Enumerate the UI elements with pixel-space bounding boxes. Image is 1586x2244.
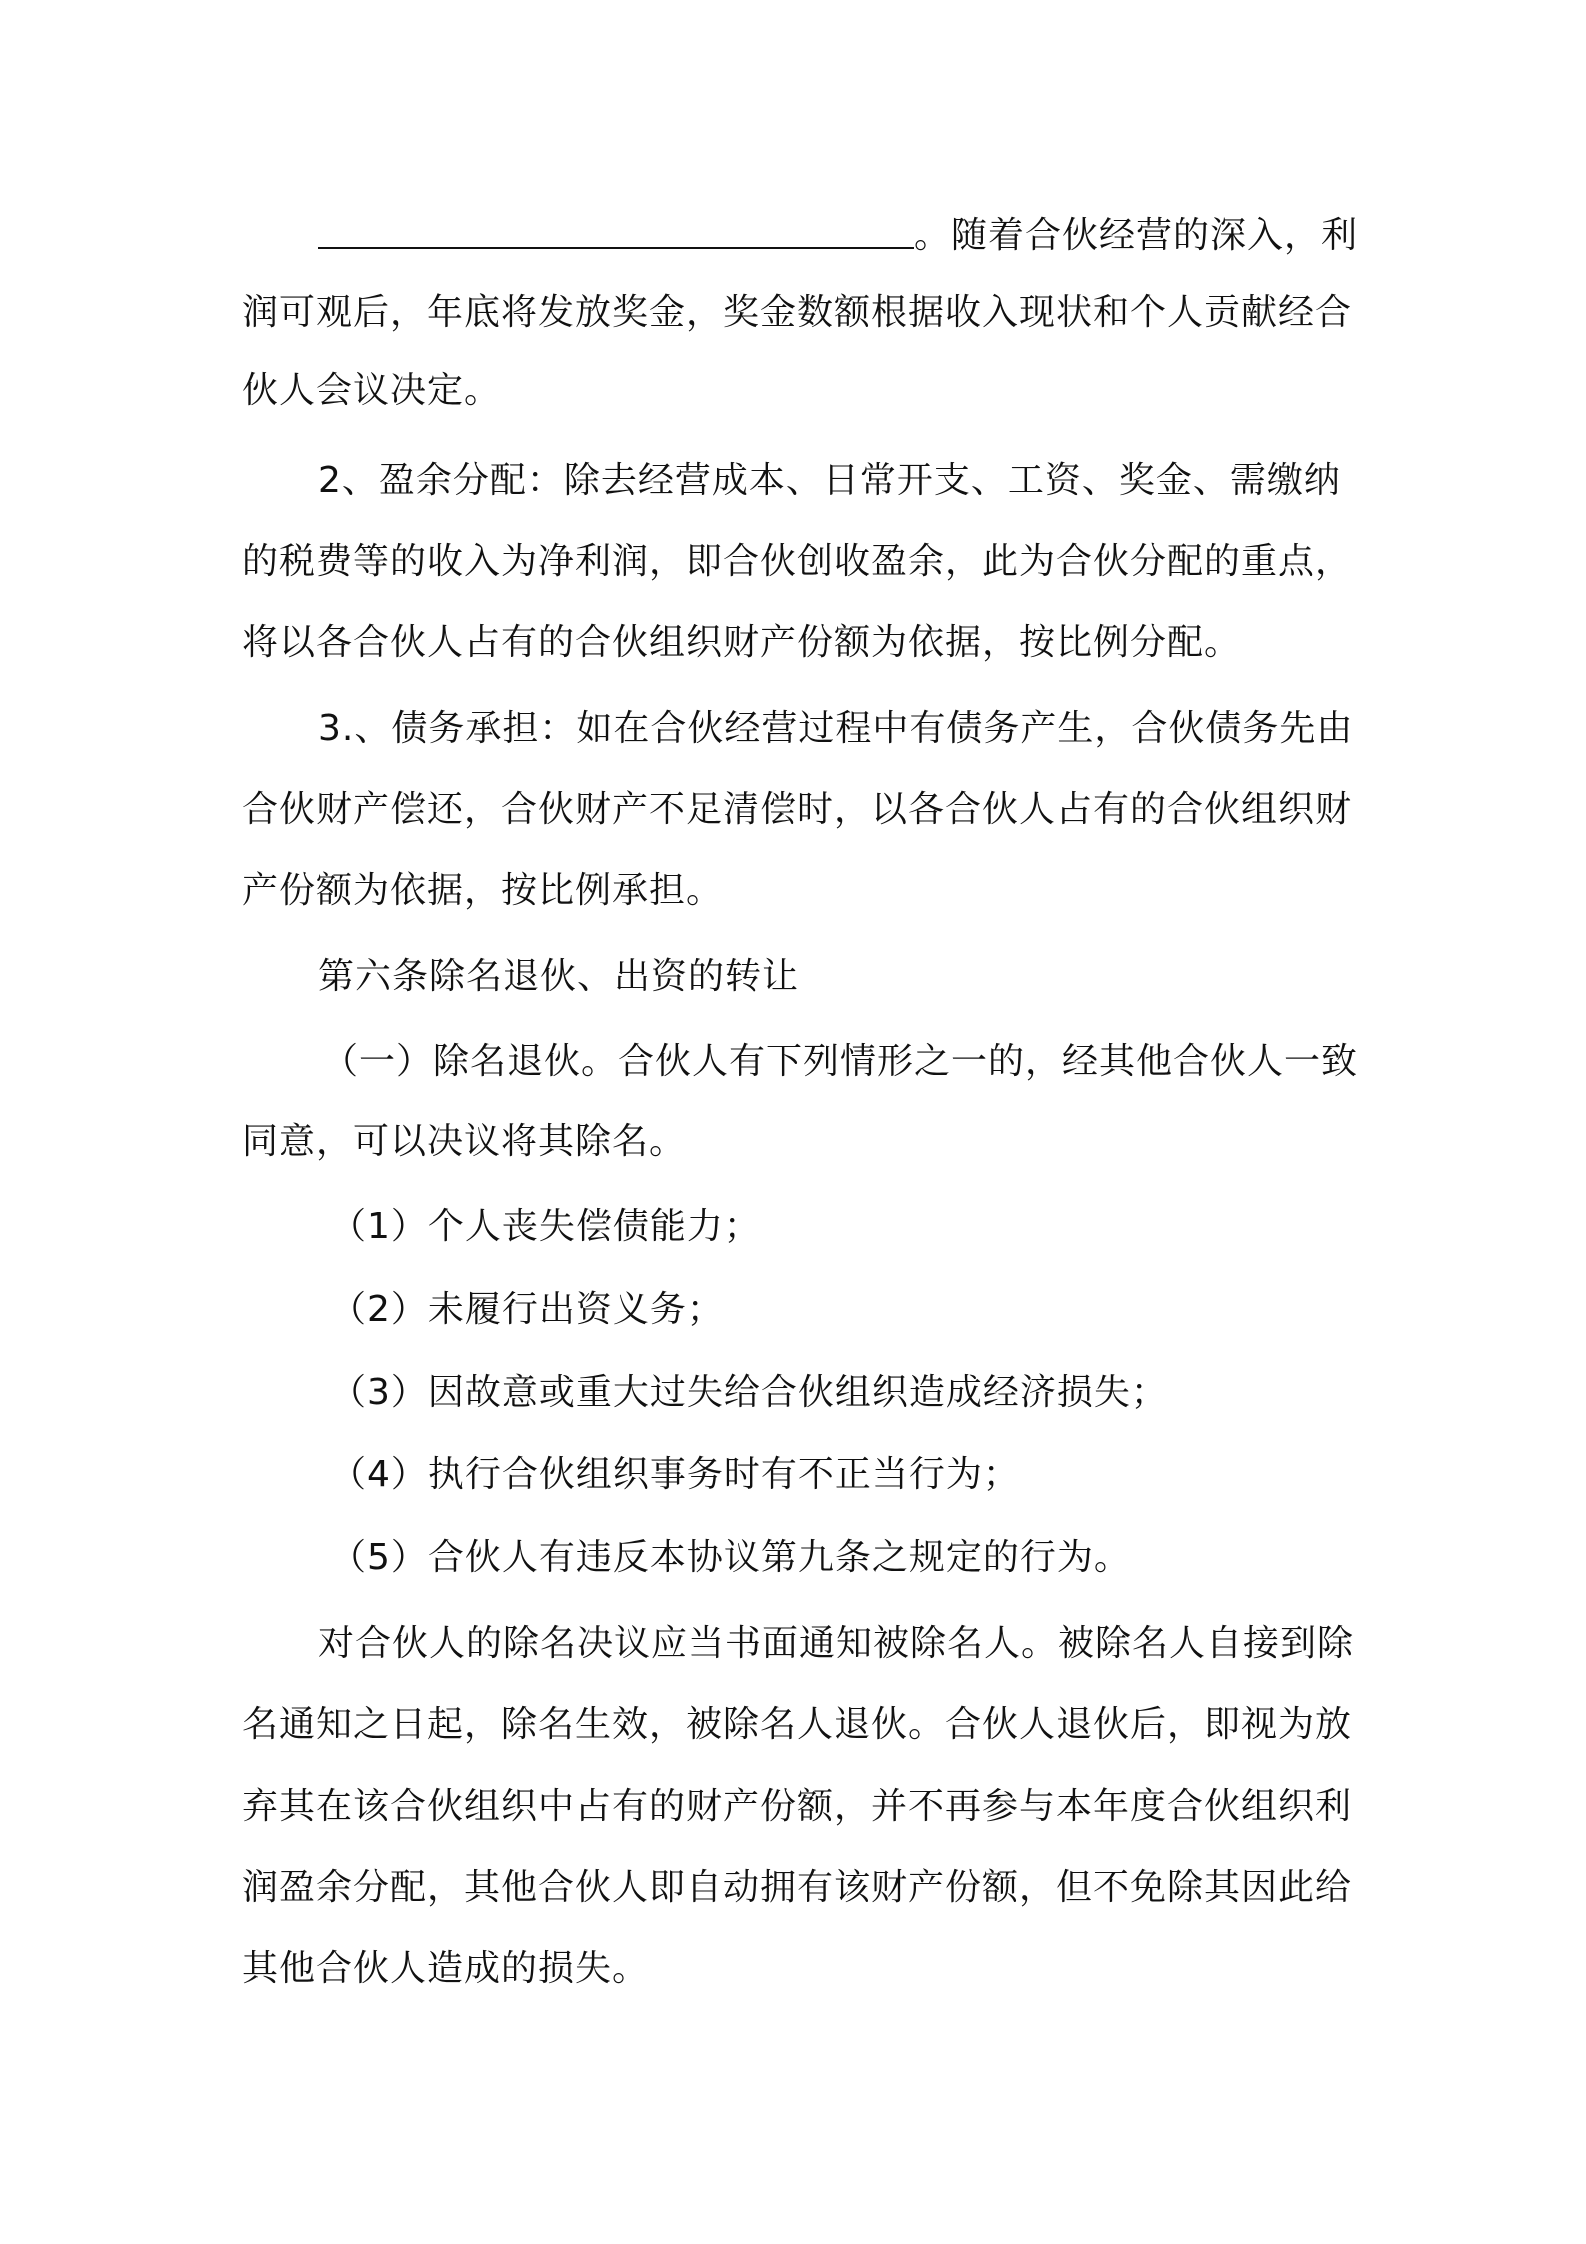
paragraph-line: 其他合伙人造成的损失。 [242,1948,650,1989]
list-item: （3）因故意或重大过失给合伙组织造成经济损失； [330,1372,1168,1413]
paragraph-line: 伙人会议决定。 [242,370,502,411]
paragraph-line: 润可观后，年底将发放奖金，奖金数额根据收入现状和个人贡献经合 [242,292,1353,333]
paragraph-line: 同意，可以决议将其除名。 [242,1121,687,1162]
paragraph-line: 润盈余分配，其他合伙人即自动拥有该财产份额，但不免除其因此给 [242,1867,1353,1908]
paragraph-line: 2、盈余分配：除去经营成本、日常开支、工资、奖金、需缴纳 [318,460,1341,501]
paragraph-line: 产份额为依据，按比例承担。 [242,870,724,911]
list-item: （1）个人丧失偿债能力； [330,1206,761,1247]
paragraph-line: 名通知之日起，除名生效，被除名人退伙。合伙人退伙后，即视为放 [242,1704,1353,1745]
list-item: （2）未履行出资义务； [330,1289,724,1330]
paragraph-line: 弃其在该合伙组织中占有的财产份额，并不再参与本年度合伙组织利 [242,1786,1353,1827]
paragraph-line: 合伙财产偿还，合伙财产不足清偿时，以各合伙人占有的合伙组织财 [242,789,1353,830]
list-item: （5）合伙人有违反本协议第九条之规定的行为。 [330,1537,1131,1578]
paragraph-line: 的税费等的收入为净利润，即合伙创收盈余，此为合伙分配的重点， [242,541,1353,582]
section-heading: 第六条除名退伙、出资的转让 [318,956,800,997]
paragraph-line: （一）除名退伙。合伙人有下列情形之一的，经其他合伙人一致 [322,1041,1359,1082]
list-item: （4）执行合伙组织事务时有不正当行为； [330,1454,1020,1495]
paragraph-line: 将以各合伙人占有的合伙组织财产份额为依据，按比例分配。 [242,622,1242,663]
line-text: 。随着合伙经营的深入，利 [914,215,1359,256]
paragraph-line: 对合伙人的除名决议应当书面通知被除名人。被除名人自接到除 [318,1623,1355,1664]
paragraph-line [318,211,1586,258]
fill-in-blank [318,211,914,249]
paragraph-line: 3.、债务承担：如在合伙经营过程中有债务产生，合伙债务先由 [318,708,1354,749]
